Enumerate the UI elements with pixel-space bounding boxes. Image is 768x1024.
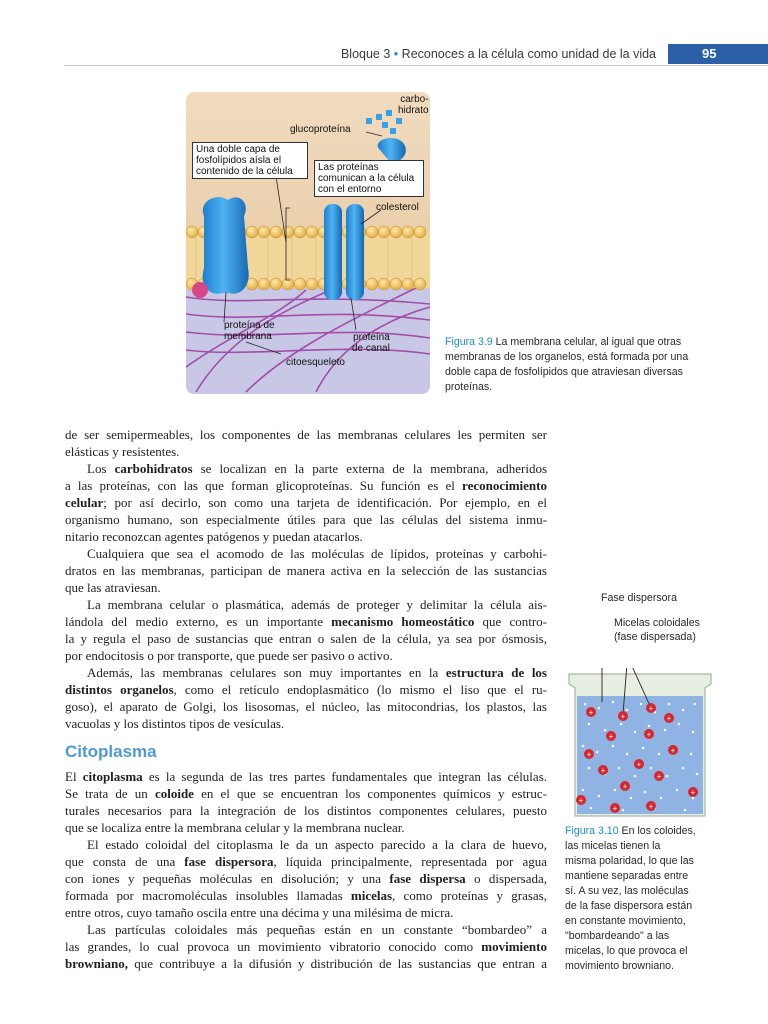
svg-text:+: + [620,712,626,721]
svg-text:+: + [690,788,696,797]
svg-text:+: + [648,802,654,811]
svg-text:+: + [588,708,594,717]
label-colesterol: colesterol [376,202,419,213]
page-number: 95 [668,44,768,64]
svg-text:+: + [666,714,672,723]
svg-text:+: + [622,782,628,791]
label-proteina-canal: proteína de canal [352,332,390,354]
svg-text:+: + [578,796,584,805]
micelle [688,787,698,797]
micelle [654,771,664,781]
svg-text:+: + [648,704,654,713]
paragraph-acomodo: Cualquiera que sea el acomodo de las moléculas de lípidos, proteínas y carbohi- dratos en las membranas, participan de manera activa en la selección de las sustancias que las atraviesan. [65,546,547,595]
micelle [634,759,644,769]
micelle [586,707,596,717]
micelle [664,713,674,723]
figure-3-10-caption: Figura 3.10 En los coloides, las micelas tienen la misma polaridad, lo que las mantiene separadas entre sí. A su vez, las moléculas de la fase dispersora están en constante movimiento, "bombardeando" a las micelas, lo que provoca el movimiento browniano. [565,825,696,972]
header-rule [64,65,768,66]
micelle [584,749,594,759]
paragraph-homeostatico: La membrana celular o plasmática, además de proteger y delimitar la célula ais- lándola del medio externo, es un importante mecanismo homeostático que contro- la y regula el paso de sustancias que entran o salen de la célula, ya sea por ósmosis, por endocitosis o por transporte, que puede ser pasivo o activo. [65,597,548,663]
dispersing-phase-liquid [577,696,703,814]
svg-text:+: + [600,766,606,775]
label-fase-dispersora: Fase dispersora [601,592,677,604]
micelle [618,711,628,721]
header-chapter-title: Reconoces a la célula como unidad de la vida [401,47,656,61]
micelle [668,745,678,755]
header-title [341,47,656,61]
svg-text:+: + [670,746,676,755]
micelle [610,803,620,813]
paragraph-citoplasma: El citoplasma es la segunda de las tres partes fundamentales que integran las células. Se trata de un coloide en el que se encuentran los componentes químicos y estruc- turales necesarios para la integración de los distintos componentes celulares, puesto que se localiza entre la membrana celular y la membrana nuclear. [65,769,548,835]
svg-text:+: + [612,804,618,813]
figure-3-10-number: Figura 3.10 [565,825,619,837]
figure-3-9-membrane-illustration [186,92,430,394]
paragraph-estado-coloidal: El estado coloidal del citoplasma le da un aspecto parecido a la clara de huevo, que consta de una fase dispersora, líquida principalmente, representada por agua con iones y pequeñas moléculas en disolución; y una fase dispersa o dispersada, formada por macromoléculas insolubles llamadas micelas, como proteínas y grasas, entre otros, cuyo tamaño oscila entre una décima y una milésima de micra. [65,837,548,920]
label-carbohidrato: carbo- hidrato [398,94,429,116]
body-text-membrana [65,426,547,732]
body-text-citoplasma [65,768,547,972]
micelle [646,801,656,811]
paragraph-browniano: Las partículas coloidales más pequeñas están en un constante “bombardeo” a las grandes, lo cual provoca un movimiento vibratorio conocido como movimiento browniano, que contribuye a la difusión y distribución de las sustancias que entran a [65,922,547,971]
svg-text:+: + [586,750,592,759]
svg-text:+: + [608,732,614,741]
figure-3-9-caption: Figura 3.9 La membrana celular, al igual que otras membranas de los organelos, está formada por una doble capa de fosfolípidos que atraviesan diversas proteínas. [445,336,689,393]
section-title-citoplasma: Citoplasma [65,742,157,761]
svg-text:+: + [636,760,642,769]
paragraph-semipermeables: de ser semipermeables, los componentes de las membranas celulares les permiten ser elásticas y resistentes. [65,427,547,459]
beaker-colloid-illustration [565,668,715,820]
figure-3-9-number: Figura 3.9 [445,336,493,348]
micelle [620,781,630,791]
micelle [646,703,656,713]
svg-text:+: + [646,730,652,739]
membrane-drawing [186,92,430,394]
paragraph-organelos: Además, las membranas celulares son muy importantes en la estructura de los distintos organelos, como el retículo endoplasmático (lo mismo el liso que el ru- goso), el aparato de Golgi, los lisosomas, el núcleo, las mitocondrias, los plastos, las vacuolas y los distintos tipos de vesículas. [65,665,547,731]
label-proteinas-comunican: Las proteínas comunican a la célula con el entorno [314,160,424,197]
header-bloque: Bloque 3 [340,47,391,61]
label-citoesqueleto: citoesqueleto [286,357,345,368]
micelle [606,731,616,741]
header-separator: • [393,47,399,61]
label-doble-capa: Una doble capa de fosfolípidos aísla el contenido de la célula [192,142,308,179]
label-micelas-coloidales: Micelas coloidales (fase dispersada) [614,617,700,643]
paragraph-carbohidratos: Los carbohidratos se localizan en la parte externa de la membrana, adheridos a las proteínas, con las que forman glicoproteínas. Su función es el reconocimiento celular; por así decirlo, son como una tarjeta de identificación. Por ejemplo, en el organismo humano, son especialmente útiles para que las células del sistema inmu- nitario reconozcan agentes patógenos y puedan atacarlos. [65,461,548,544]
page-header [0,44,768,66]
micelle [644,729,654,739]
label-proteina-membrana: proteína de membrana [224,320,275,342]
micelle [576,795,586,805]
svg-text:+: + [656,772,662,781]
micelle [598,765,608,775]
label-glucoproteina: glucoproteína [290,124,351,135]
